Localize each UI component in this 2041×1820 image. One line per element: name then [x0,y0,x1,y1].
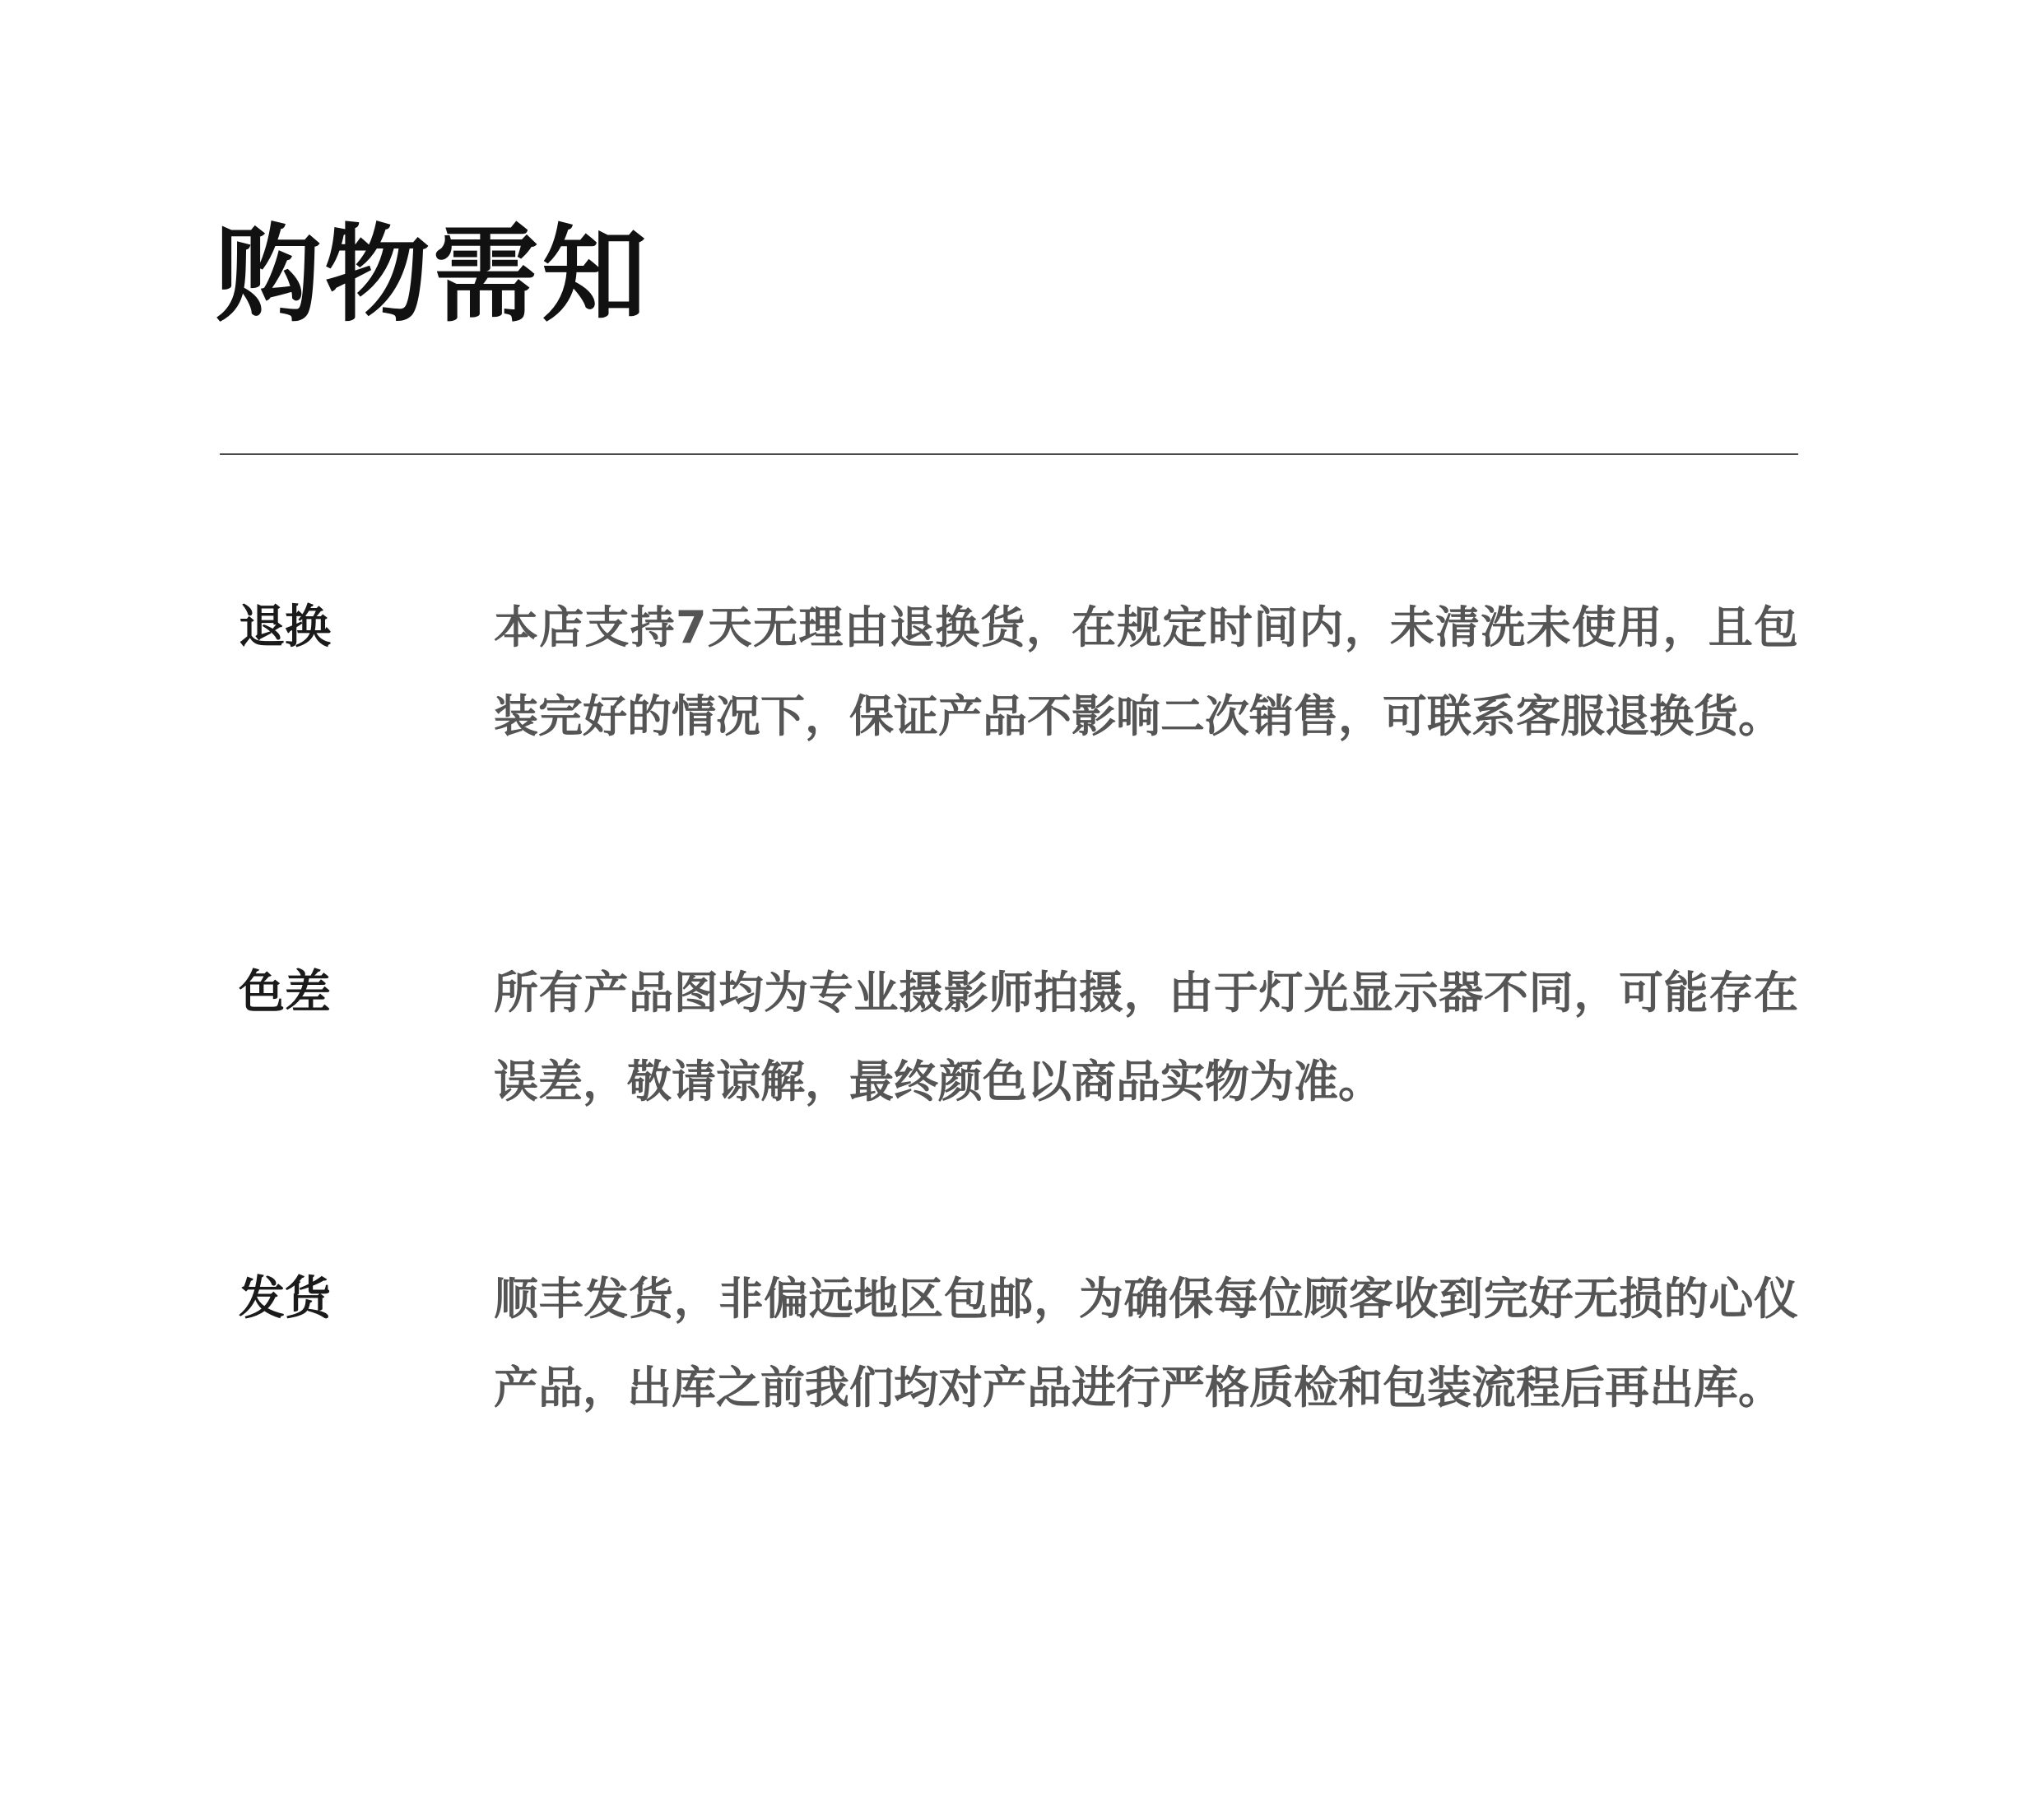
section-text-color-difference: 所有产品图均为专业摄影师拍摄，由于灯光显示器不同，可能存在误差，敬请谅解，最终颜色以商品实物为准。 [494,967,1798,1107]
section-text-returns: 本店支持7天无理由退换货，在规定时间内，未清洗未使用，且包装完好的情况下，保证产品不影响二次销售，可联系客服退换货。 [494,601,1798,742]
title-divider [220,453,1798,455]
section-label-color-difference: 色差 [239,966,331,1019]
section-label-returns: 退换 [239,601,331,654]
section-label-shipping: 发货 [239,1272,331,1326]
section-text-shipping: 顺丰发货，非偏远地区包邮，为确保每位顾客收到完好无损的心仪产品，出库之前我们均对产品进行严格质检和包装流程后再出库。 [494,1273,1798,1414]
page-title: 购物需知 [216,214,651,337]
